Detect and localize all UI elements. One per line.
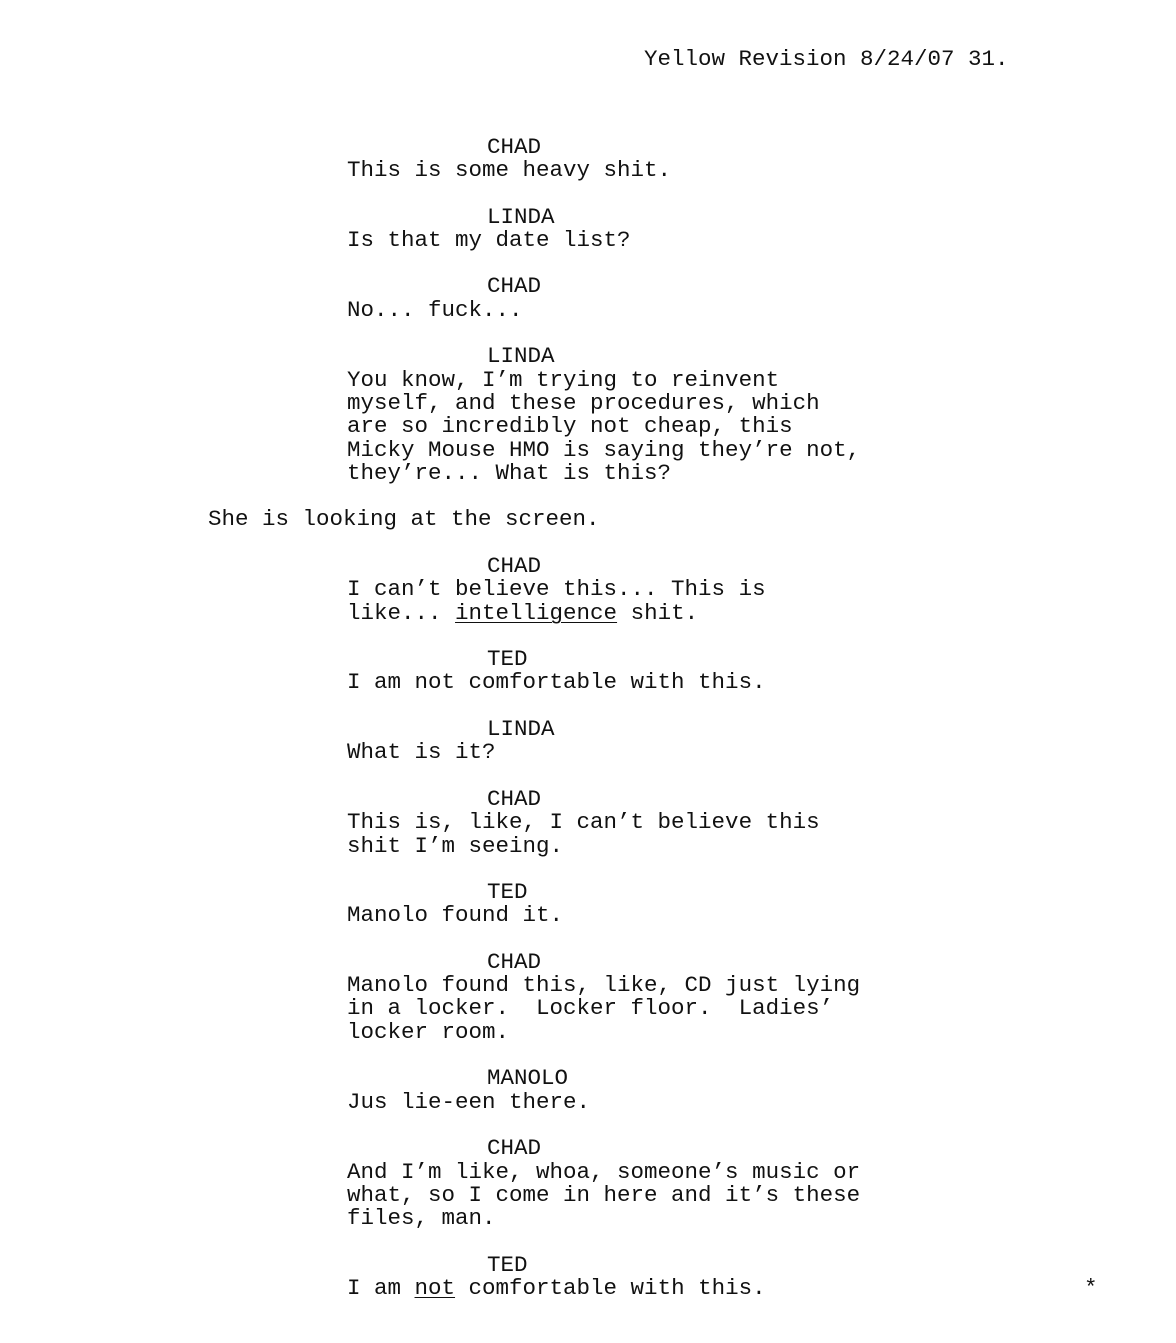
dialogue-line: I am not comfortable with this. (347, 669, 766, 695)
character-name: LINDA (487, 204, 555, 230)
dialogue-line: Is that my date list? (347, 227, 631, 253)
dialogue-text: shit. (617, 600, 699, 626)
dialogue-line: files, man. (347, 1205, 496, 1231)
character-name: CHAD (487, 553, 542, 579)
character-name: CHAD (487, 949, 542, 975)
character-name: CHAD (487, 273, 542, 299)
dialogue-line: You know, I’m trying to reinvent (347, 367, 780, 393)
character-name: TED (487, 879, 528, 905)
dialogue-text: I am (347, 1275, 415, 1301)
dialogue-line (347, 602, 698, 625)
dialogue-line: in a locker. Locker floor. Ladies’ (347, 995, 834, 1021)
dialogue-line: are so incredibly not cheap, this (347, 413, 793, 439)
dialogue-line: they’re... What is this? (347, 460, 672, 486)
character-name: CHAD (487, 1135, 542, 1161)
dialogue-line: Manolo found it. (347, 902, 564, 928)
action-line: She is looking at the screen. (208, 506, 600, 532)
dialogue-text: like... (347, 600, 456, 626)
character-name: MANOLO (487, 1065, 569, 1091)
character-name: TED (487, 1252, 528, 1278)
dialogue-line: locker room. (347, 1019, 510, 1045)
dialogue-line: I can’t believe this... This is (347, 576, 766, 602)
dialogue-line: This is some heavy shit. (347, 157, 672, 183)
dialogue-line: shit I’m seeing. (347, 833, 564, 859)
dialogue-line: Jus lie-een there. (347, 1089, 591, 1115)
dialogue-line (347, 1277, 766, 1300)
dialogue-line: what, so I come in here and it’s these (347, 1182, 861, 1208)
dialogue-text: comfortable with this. (455, 1275, 766, 1301)
character-name: CHAD (487, 134, 542, 160)
revision-mark: * (1084, 1275, 1098, 1301)
underlined-word: intelligence (455, 600, 618, 626)
page-header: Yellow Revision 8/24/07 31. (644, 46, 1009, 72)
dialogue-line: Manolo found this, like, CD just lying (347, 972, 861, 998)
dialogue-line: Micky Mouse HMO is saying they’re not, (347, 437, 861, 463)
character-name: TED (487, 646, 528, 672)
dialogue-line: And I’m like, whoa, someone’s music or (347, 1159, 861, 1185)
dialogue-line: myself, and these procedures, which (347, 390, 820, 416)
dialogue-line: No... fuck... (347, 297, 523, 323)
dialogue-line: What is it? (347, 739, 496, 765)
character-name: CHAD (487, 786, 542, 812)
dialogue-line: This is, like, I can’t believe this (347, 809, 820, 835)
character-name: LINDA (487, 716, 555, 742)
character-name: LINDA (487, 343, 555, 369)
underlined-word: not (414, 1275, 456, 1301)
